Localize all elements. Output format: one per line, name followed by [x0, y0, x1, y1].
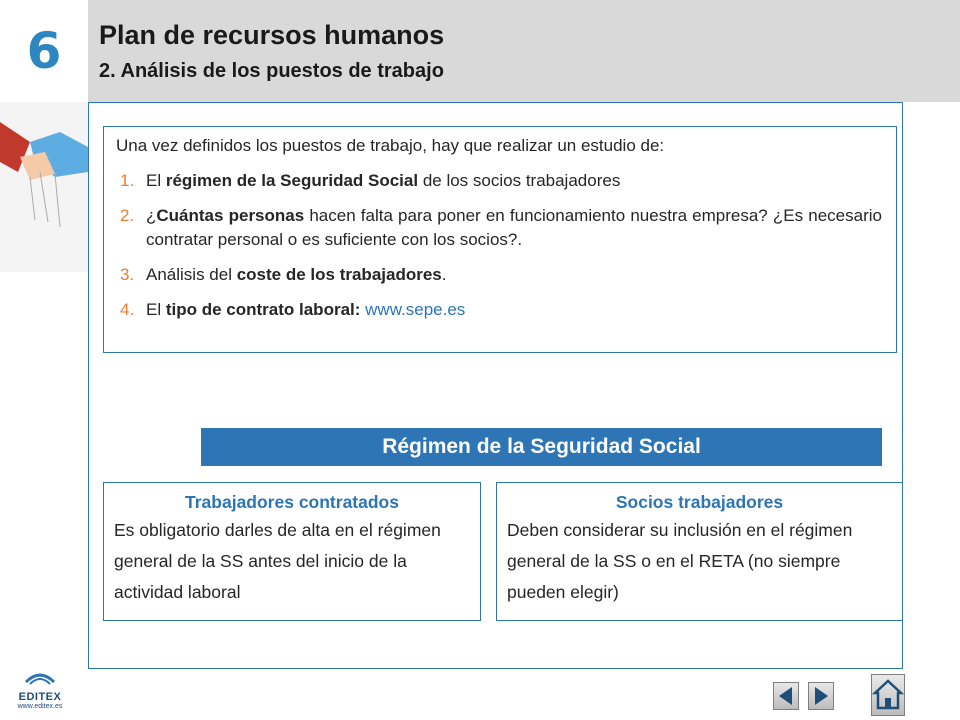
card-title: Trabajadores contratados [185, 492, 399, 512]
intro-box [103, 126, 897, 353]
list-item: 4. El tipo de contrato laboral: www.sepe.es [146, 298, 882, 322]
editex-logo-icon [20, 668, 60, 686]
card-text: Es obligatorio darles de alta en el régimen general de la SS antes del inicio de la actividad laboral [114, 520, 441, 602]
card-text: Deben considerar su inclusión en el régimen general de la SS o en el RETA (no siempre pueden elegir) [507, 520, 853, 602]
intro-text: Una vez definidos los puestos de trabajo, hay que realizar un estudio de: [116, 136, 665, 155]
section-banner: Régimen de la Seguridad Social [201, 428, 882, 466]
logo-name: EDITEX [18, 691, 62, 703]
list-item: 3. Análisis del coste de los trabajadores. [146, 263, 882, 287]
study-list [116, 169, 882, 322]
card-contracted-workers [103, 482, 481, 621]
home-icon [872, 675, 904, 715]
list-number: 2. [120, 206, 135, 225]
arrow-right-icon [809, 683, 833, 709]
card-partner-workers [496, 482, 903, 621]
page-subtitle: 2. Análisis de los puestos de trabajo [99, 60, 444, 82]
handshake-image [0, 102, 88, 272]
editex-logo [10, 668, 70, 716]
chapter-number: 6 [26, 22, 62, 80]
previous-button[interactable] [773, 682, 799, 710]
list-number: 3. [120, 265, 135, 284]
list-item: 2. ¿Cuántas personas hacen falta para poner en funcionamiento nuestra empresa? ¿Es necesario contratar personal o es suficiente con los socios?. [120, 206, 882, 249]
page-title: Plan de recursos humanos [99, 20, 445, 50]
logo-url: www.editex.es [17, 703, 63, 710]
list-item: 1. El régimen de la Seguridad Social de los socios trabajadores [146, 169, 882, 193]
sepe-link[interactable]: www.sepe.es [365, 300, 466, 319]
card-title: Socios trabajadores [615, 492, 784, 512]
list-number: 1. [120, 171, 135, 190]
home-button[interactable] [871, 674, 905, 716]
header-bar [88, 0, 960, 102]
list-number: 4. [120, 300, 135, 319]
arrow-left-icon [774, 683, 798, 709]
next-button[interactable] [808, 682, 834, 710]
